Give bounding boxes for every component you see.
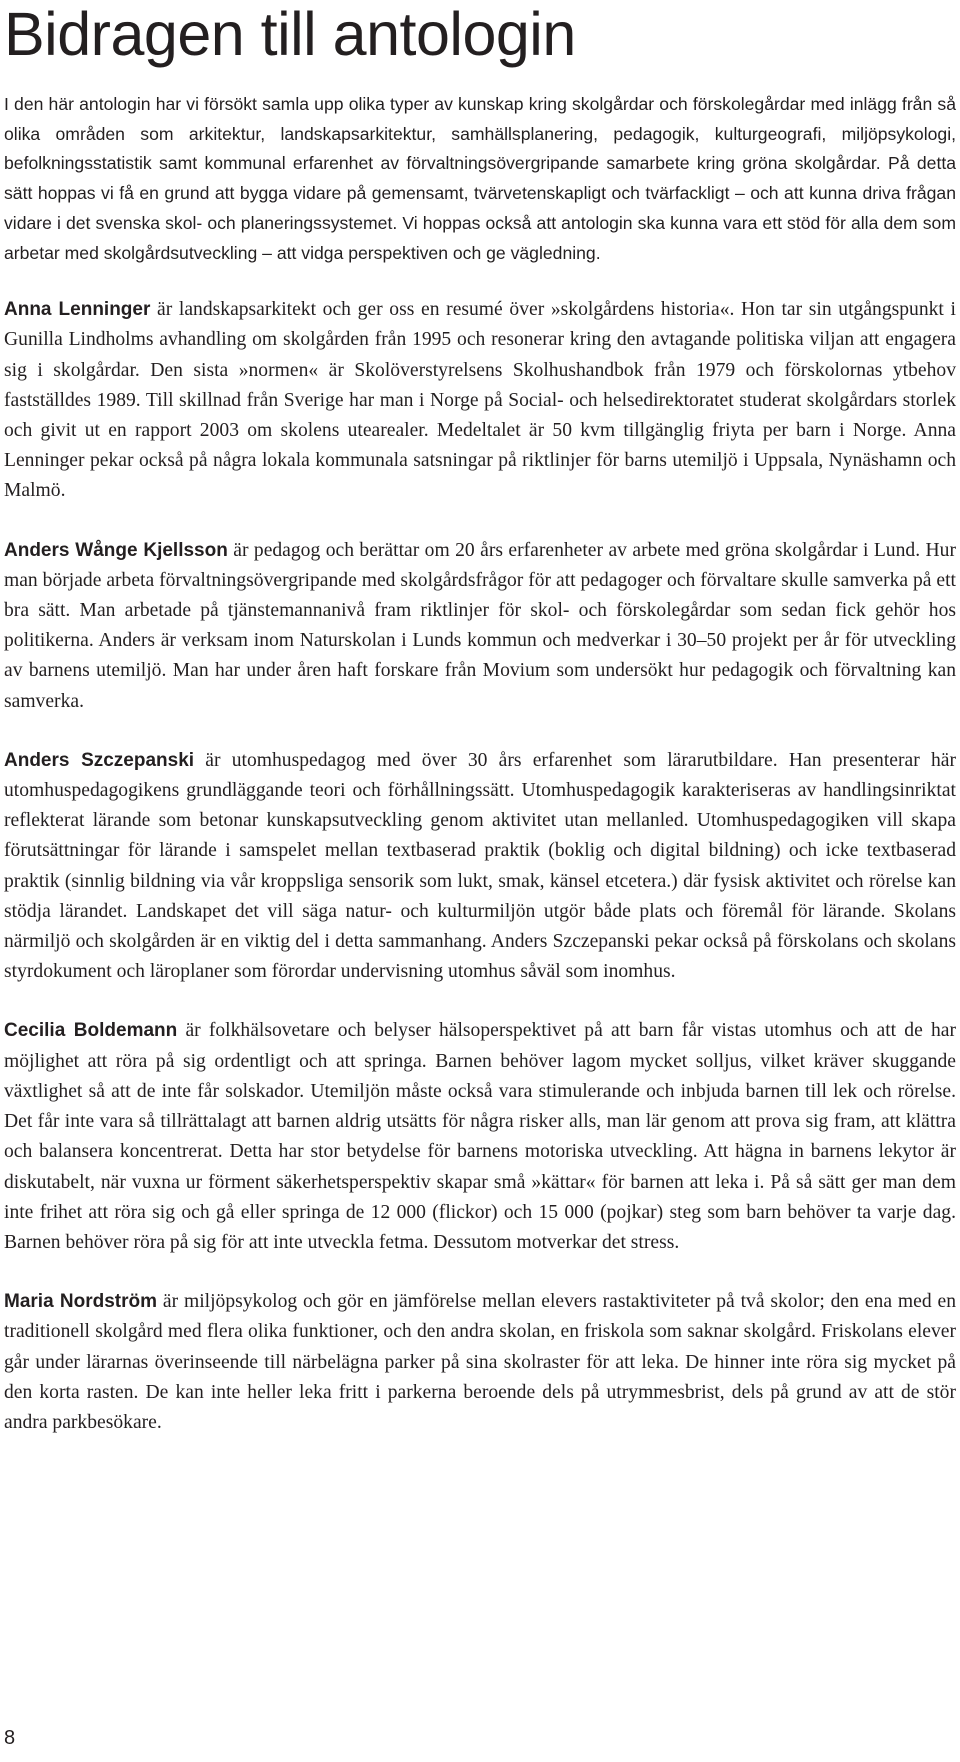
intro-paragraph: I den här antologin har vi försökt samla upp olika typer av kunskap kring skolgårdar och förskolegårdar med inlägg från så olika områden som arkitektur, landskapsarkitektur, samhällsplanering, pedagogik, kulturgeografi, miljöpsykologi, befolkningsstatistik samt kommunal erfarenhet av förvaltningsövergripande samarbete kring gröna skolgårdar. På detta sätt hoppas vi få en grund att bygga vidare på gemensamt, tvärvetenskapligt och tvärfackligt – och att kunna driva frågan vidare i det svenska skol- och planeringssystemet. Vi hoppas också att antologin ska kunna vara ett stöd för alla dem som arbetar med skolgårdsutveckling – att vidga perspektiven och ge vägledning. bbox=[4, 94, 956, 263]
contributor-paragraph bbox=[4, 1287, 956, 1438]
contributor-paragraph bbox=[4, 295, 956, 506]
contributor-text: är utomhuspedagog med över 30 års erfarenhet som lärarutbildare. Han presenterar här utomhuspedagogikens grundläggande teori och förhållningssätt. Utomhuspedagogik karakteriseras av handlingsinriktat reflekterat lärande som betonar kunskapsutveckling genom aktivitet utan mellanled. Utomhuspedagogiken vill skapa förutsättningar för lärande i samspelet mellan textbaserad praktik (boklig och digital bildning) och icke textbaserad praktik (sinnlig bildning via vår kroppsliga sensorik som lukt, smak, känsel etcetera.) där fysisk aktivitet och rörelse kan stödja lärandet. Landskapet det vill säga natur- och kulturmiljön utgör både plats och föremål för lärande. Skolans närmiljö och skolgården är en viktig del i detta sammanhang. Anders Szczepanski pekar också på förskolans och skolans styrdokument och läroplaner som förordar undervisning utomhus såväl som inomhus. bbox=[4, 749, 956, 983]
page-content bbox=[4, 90, 956, 1438]
contributor-text: är landskapsarkitekt och ger oss en resumé över »skolgårdens historia«. Hon tar sin utgångspunkt i Gunilla Lindholms avhandling om skolgården från 1995 och resonerar kring den avtagande politiska viljan att engagera sig i skolgårdar. Den sista »normen« är Skolöverstyrelsens Skolhushandbok från 1979 och förskolornas ytbehov fastställdes 1989. Till skillnad från Sverige har man i Norge på Social- och helsedirektoratet studerat skolgårdars storlek och givit ut en rapport 2003 om skolens utearealer. Medeltalet är 50 kvm tillgänglig friyta per barn i Norge. Anna Lenninger pekar också på några lokala kommunala satsningar på riktlinjer för barns utemiljö i Uppsala, Nynäshamn och Malmö. bbox=[4, 299, 956, 502]
contributor-name: Anna Lenninger bbox=[4, 299, 151, 321]
contributor-name: Anders Wånge Kjellsson bbox=[4, 539, 228, 561]
contributor-name: Anders Szczepanski bbox=[4, 749, 195, 771]
contributor-name: Maria Nordström bbox=[4, 1291, 157, 1313]
contributor-text: är miljöpsykolog och gör en jämförelse mellan elevers rastaktiviteter på två skolor; den ena med en traditionell skolgård med flera olika funktioner, och den andra skolan, en friskola som saknar skolgård. Friskolans elever går under lärarnas överinseende till närbelägna parker på sina skolraster för att leka. De hinner inte röra sig mycket på den korta rasten. De kan inte heller leka fritt i parkerna beroende dels på utrymmesbrist, dels på grund av att de stör andra parkbesökare. bbox=[4, 1291, 956, 1433]
page-number: 8 bbox=[4, 1727, 16, 1749]
contributor-name: Cecilia Boldemann bbox=[4, 1020, 178, 1042]
contributor-paragraph bbox=[4, 536, 956, 717]
contributor-paragraph bbox=[4, 746, 956, 988]
page-title: Bidragen till antologin bbox=[4, 0, 576, 68]
contributor-paragraph bbox=[4, 1016, 956, 1258]
contributor-text: är pedagog och berättar om 20 års erfarenheter av arbete med gröna skolgårdar i Lund. Hur man började arbeta förvaltningsövergripande med skolgårdsfrågor för att pedagoger och förvaltare skulle samverka på ett bra sätt. Man arbetade på tjänstemannanivå fram riktlinjer för skol- och förskolegårdar som sedan fick gehör hos politikerna. Anders är verksam inom Naturskolan i Lunds kommun och medverkar i 30–50 projekt per år för utveckling av barnens utemiljö. Man har under åren haft forskare från Movium som undersökt hur pedagogik och förvaltning kan samverka. bbox=[4, 539, 956, 712]
contributor-text: är folkhälsovetare och belyser hälsoperspektivet på att barn får vistas utomhus och att de har möjlighet att röra på sig ordentligt och att springa. Barnen behöver lagom mycket solljus, vilket kräver skuggande växtlighet så att de inte får solskador. Utemiljön måste också vara stimulerande och inbjuda barnen till lek och rörelse. Det får inte vara så tillrättalagt att barnen aldrig utsätts för några risker alls, man lär genom att prova sig fram, att klättra och balansera koncentrerat. Detta har stor betydelse för barnens motoriska utveckling. Att hägna in barnens lekytor är diskutabelt, när vuxna ur förment säkerhetsperspektiv skapar små »kättar« för barnen att leka i. På så sätt ger man dem inte frihet att röra sig och gå eller springa de 12 000 (flickor) och 15 000 (pojkar) steg som barn behöver ta varje dag. Barnen behöver röra på sig för att inte utveckla fetma. Dessutom motverkar det stress. bbox=[4, 1020, 956, 1253]
